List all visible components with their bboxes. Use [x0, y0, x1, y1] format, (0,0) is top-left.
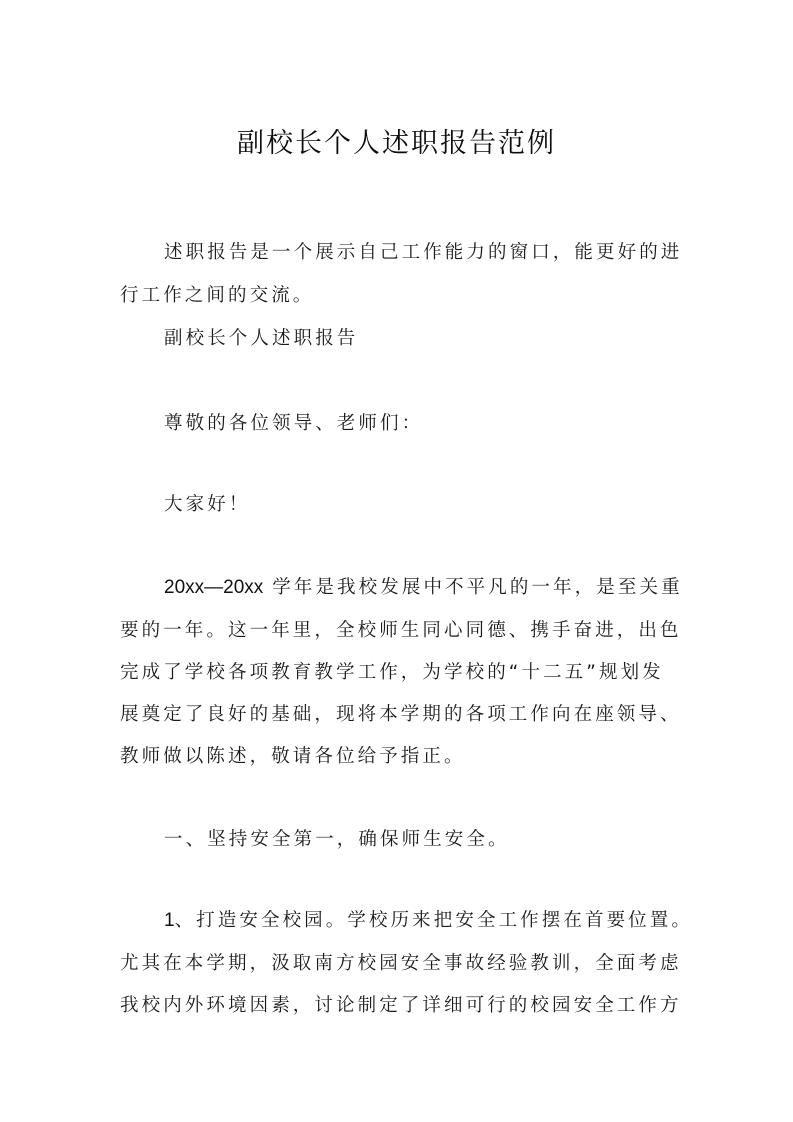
- academic-year: 20xx—20xx: [164, 577, 264, 598]
- overview-line-1: [164, 575, 683, 601]
- report-subtitle: 副校长个人述职报告: [164, 328, 359, 349]
- item-number: 1: [164, 910, 175, 931]
- section-heading-1: 一、坚持安全第一，确保师生安全。: [164, 829, 510, 850]
- overview-line-1-text: 学年是我校发展中不平凡的一年，是至关重: [263, 577, 683, 598]
- salutation: 尊敬的各位领导、老师们：: [164, 413, 424, 434]
- document-title: 副校长个人述职报告范例: [237, 128, 556, 159]
- overview-line-2: 要的一年。这一年里，全校师生同心同德、携手奋进，出色: [120, 620, 682, 641]
- greeting: 大家好！: [164, 494, 251, 515]
- item-1-line-3: 我校内外环境因素，讨论制定了详细可行的校园安全工作方: [120, 995, 682, 1016]
- item-1-line-2: 尤其在本学期，汲取南方校园安全事故经验教训，全面考虑: [120, 953, 682, 974]
- item-1-line-1-text: 、打造安全校园。学校历来把安全工作摆在首要位置。: [174, 910, 693, 931]
- intro-line-1: 述职报告是一个展示自己工作能力的窗口，能更好的进: [164, 242, 683, 263]
- intro-line-2: 行工作之间的交流。: [120, 285, 315, 306]
- overview-line-3: 完成了学校各项教育教学工作，为学校的“十二五”规划发: [120, 662, 664, 683]
- overview-line-4: 展奠定了良好的基础，现将本学期的各项工作向在座领导、: [120, 704, 682, 725]
- overview-line-5: 教师做以陈述，敬请各位给予指正。: [120, 746, 466, 767]
- item-1-line-1: [164, 908, 693, 934]
